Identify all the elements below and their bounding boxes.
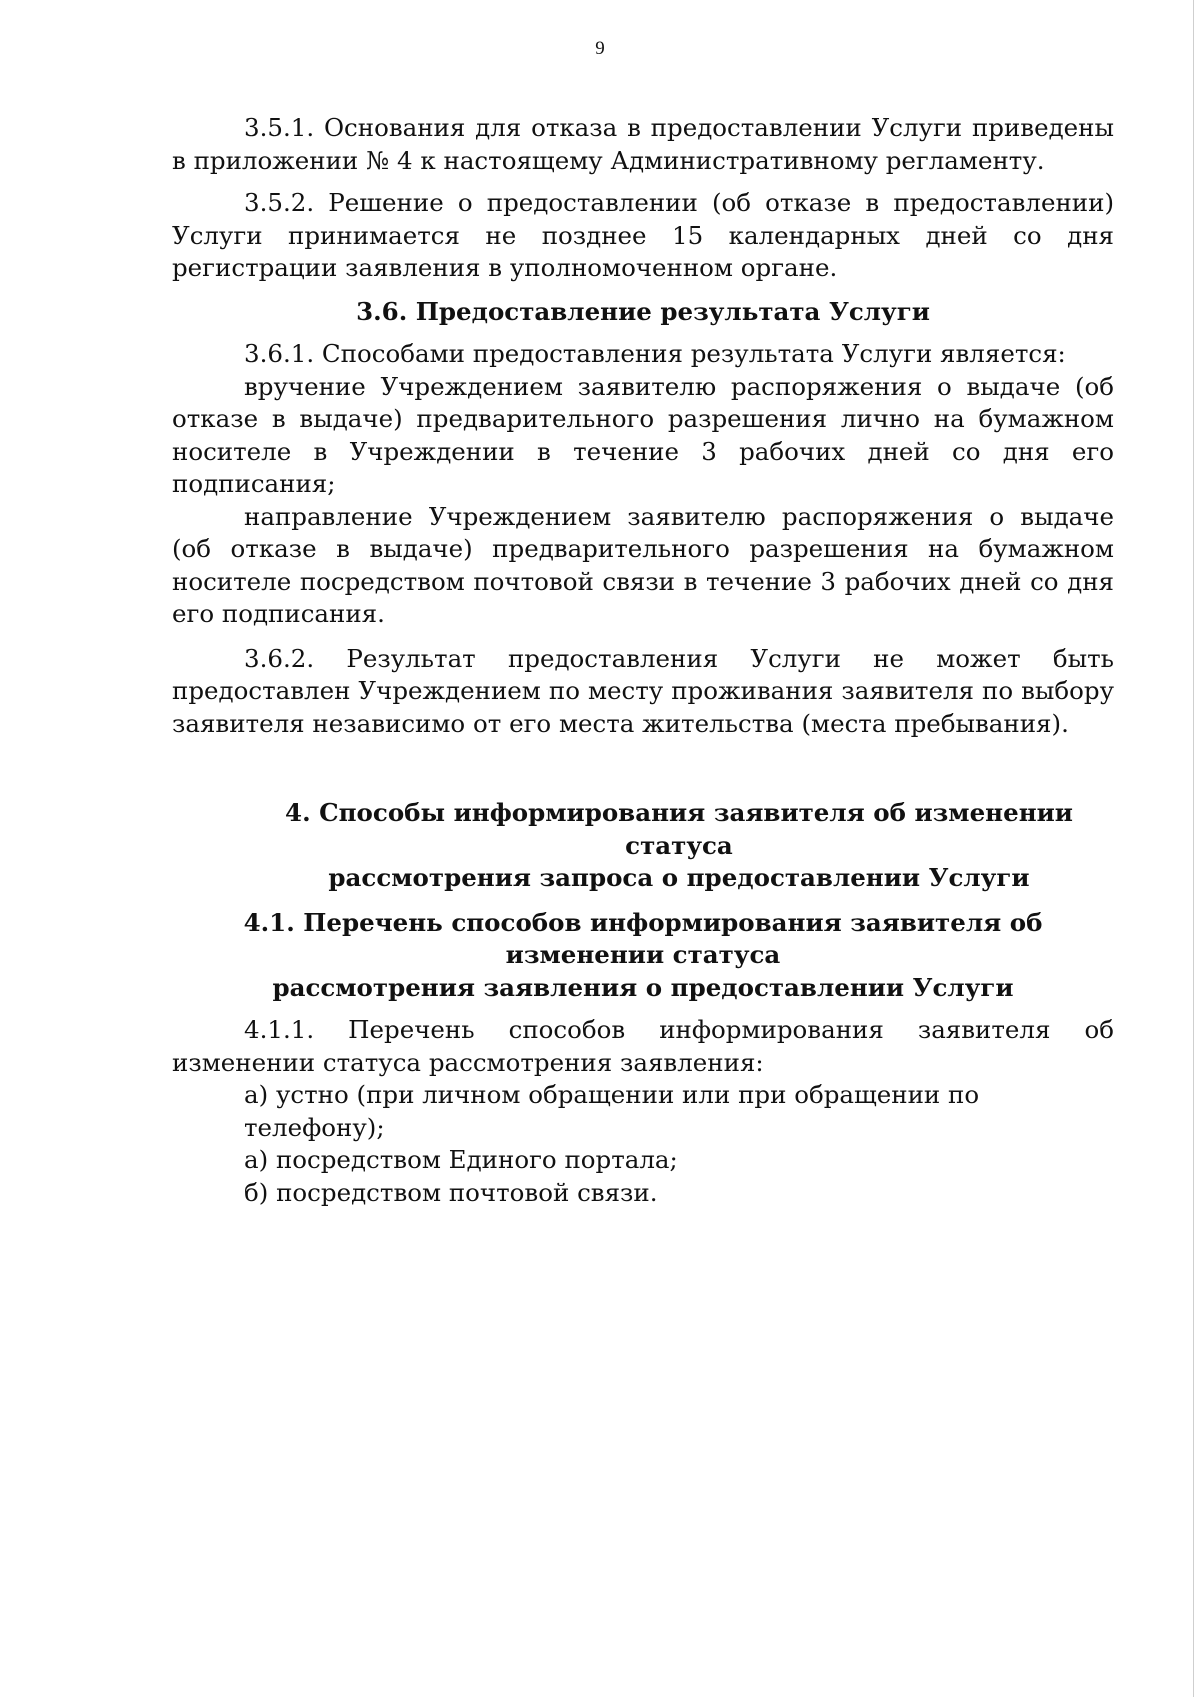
page-number: 9 bbox=[595, 38, 605, 59]
paragraph-3-6-1-handover: вручение Учреждением заявителю распоряжения о выдаче (об отказе в выдаче) предварительного разрешения лично на бумажном носителе в Учреждении в течение 3 рабочих дней со дня его подписания; bbox=[172, 371, 1114, 498]
section-heading-4-1 bbox=[172, 907, 1114, 1005]
section-heading-4-1-line2: рассмотрения заявления о предоставлении Услуги bbox=[272, 972, 1014, 1002]
paragraph-3-5-1: 3.5.1. Основания для отказа в предоставлении Услуги приведены в приложении № 4 к настоящему Административному регламенту. bbox=[172, 113, 1114, 175]
paragraph-3-6-1: 3.6.1. Способами предоставления результата Услуги является: bbox=[244, 339, 1066, 368]
list-item-post: б) посредством почтовой связи. bbox=[244, 1177, 658, 1207]
list-item-oral: а) устно (при личном обращении или при обращении по телефону); bbox=[244, 1080, 980, 1142]
list-item-portal: а) посредством Единого портала; bbox=[244, 1145, 678, 1174]
section-heading-4-line1: 4. Способы информирования заявителя об изменении статуса bbox=[285, 798, 1073, 860]
document-body bbox=[172, 112, 1114, 1209]
paragraph-3-6-2: 3.6.2. Результат предоставления Услуги не может быть предоставлен Учреждением по месту проживания заявителя по выбору заявителя независимо от его места жительства (места пребывания). bbox=[172, 643, 1114, 738]
section-heading-4-1-line1: 4.1. Перечень способов информирования заявителя об изменении статуса bbox=[243, 907, 1043, 969]
paragraph-3-5-2: 3.5.2. Решение о предоставлении (об отказе в предоставлении) Услуги принимается не позднее 15 календарных дней со дня регистрации заявления в уполномоченном органе. bbox=[172, 188, 1114, 282]
section-heading-4 bbox=[172, 797, 1114, 895]
paragraph-3-6-1-mail: направление Учреждением заявителю распоряжения о выдаче (об отказе в выдаче) предварительного разрешения на бумажном носителе посредством почтовой связи в течение 3 рабочих дней со дня его подписания. bbox=[172, 501, 1114, 628]
scan-edge-line bbox=[1193, 0, 1194, 1697]
section-heading-3-6: 3.6. Предоставление результата Услуги bbox=[356, 296, 930, 326]
paragraph-4-1-1: 4.1.1. Перечень способов информирования заявителя об изменении статуса рассмотрения заявления: bbox=[172, 1015, 1114, 1077]
section-heading-4-line2: рассмотрения запроса о предоставлении Услуги bbox=[328, 863, 1030, 892]
